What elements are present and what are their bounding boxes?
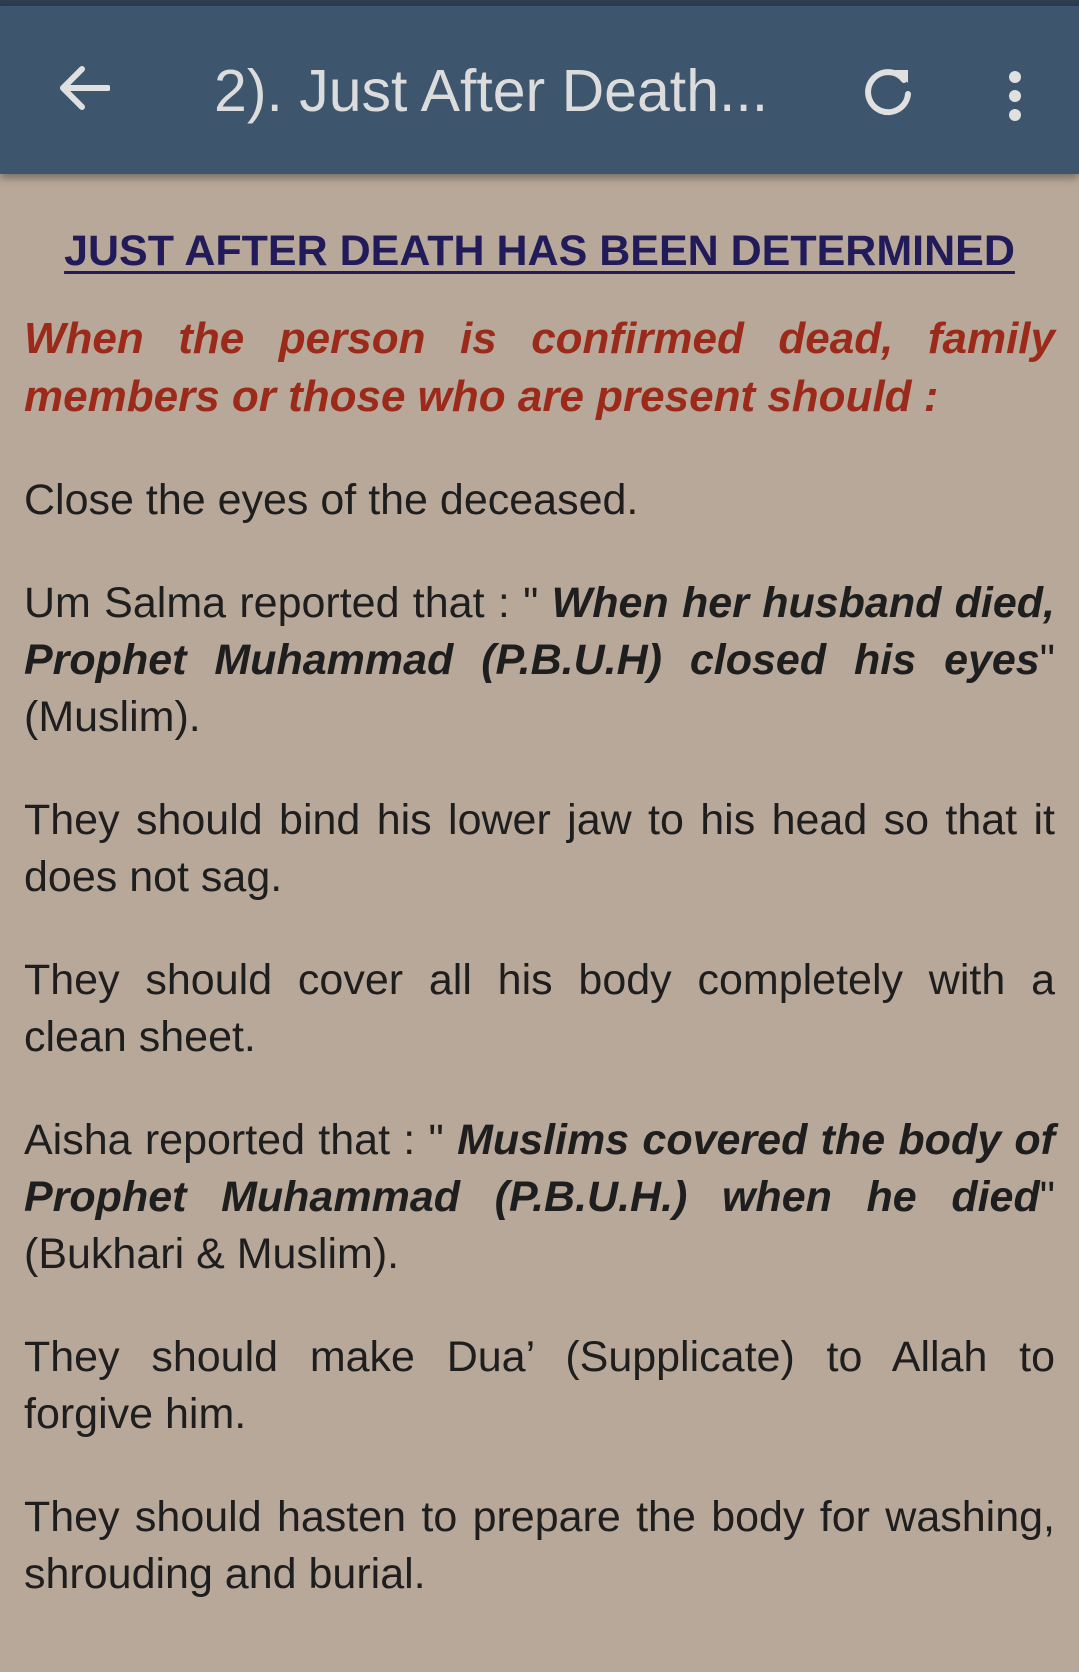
paragraph-make-dua: They should make Dua’ (Supplicate) to Allah to forgive him. [24, 1333, 1055, 1438]
hadith-lead: Um Salma reported that : " [24, 579, 552, 627]
page-title: 2). Just After Death... [214, 58, 769, 124]
hadith-source: " (Muslim). [24, 636, 1055, 741]
paragraph-bind-jaw: They should bind his lower jaw to his head so that it does not sag. [24, 796, 1055, 901]
hadith-quote: When her husband died, Prophet Muhammad (P.B.U.H) closed his eyes [24, 579, 1056, 684]
paragraph-aisha-hadith [24, 1112, 1055, 1283]
arrow-left-icon [58, 65, 110, 111]
refresh-button[interactable] [854, 58, 922, 126]
article-heading: JUST AFTER DEATH HAS BEEN DETERMINED [64, 227, 1015, 275]
more-vert-icon [1005, 70, 1025, 122]
app-bar [0, 6, 1079, 174]
hadith-lead: Aisha reported that : " [24, 1116, 458, 1164]
back-button[interactable] [52, 56, 116, 120]
article-content [24, 174, 1055, 1603]
hadith-source: " (Bukhari & Muslim). [24, 1173, 1055, 1278]
paragraph-cover-body: They should cover all his body completely with a clean sheet. [24, 956, 1055, 1061]
paragraph-um-salma-hadith [24, 575, 1055, 746]
more-options-button[interactable] [990, 58, 1040, 134]
intro-paragraph: When the person is confirmed dead, family members or those who are present should : [24, 314, 1055, 421]
refresh-icon [860, 64, 916, 120]
paragraph-close-eyes: Close the eyes of the deceased. [24, 476, 639, 524]
paragraph-hasten-burial: They should hasten to prepare the body for washing, shrouding and burial. [24, 1493, 1055, 1598]
hadith-quote: Muslims covered the body of Prophet Muhammad (P.B.U.H.) when he died [24, 1116, 1055, 1221]
